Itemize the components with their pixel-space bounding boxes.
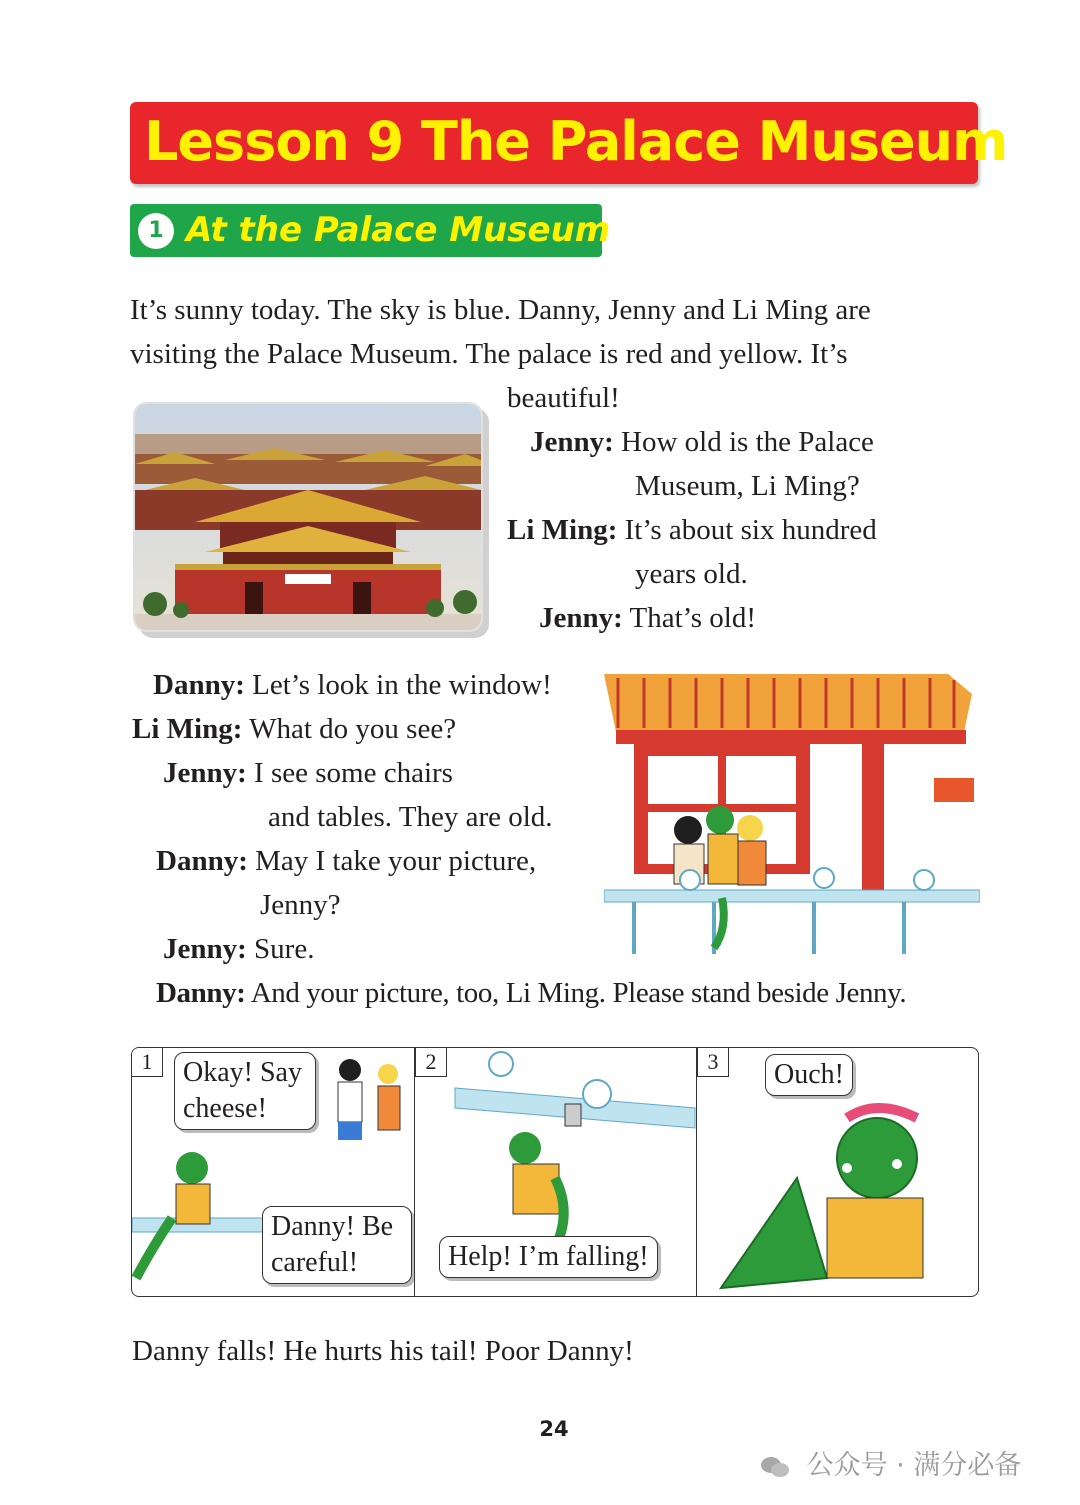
section-title: At the Palace Museum bbox=[186, 210, 611, 250]
bubble-line: Danny! Be bbox=[271, 1211, 394, 1242]
lesson-title-banner bbox=[130, 102, 1008, 184]
speech-bubble bbox=[262, 1206, 412, 1284]
speaker-name: Jenny: bbox=[530, 426, 614, 458]
panel-number: 1 bbox=[131, 1047, 163, 1077]
speech-bubble bbox=[174, 1052, 316, 1130]
dialogue-text: What do you see? bbox=[249, 713, 457, 745]
dialogue-1-line-1 bbox=[530, 420, 874, 464]
page-number: 24 bbox=[539, 1417, 569, 1441]
speech-bubble bbox=[439, 1236, 658, 1278]
speaker-name: Li Ming: bbox=[507, 514, 618, 546]
section-header bbox=[130, 204, 611, 257]
panel-number: 2 bbox=[415, 1047, 447, 1077]
dialogue-2-line-3 bbox=[163, 751, 453, 795]
speaker-name: Danny: bbox=[153, 669, 245, 701]
section-number: 1 bbox=[138, 213, 174, 249]
comic-strip bbox=[131, 1047, 979, 1297]
panel-number: 3 bbox=[697, 1047, 729, 1077]
comic-panel-2 bbox=[414, 1048, 697, 1296]
bubble-line: careful! bbox=[271, 1247, 359, 1278]
speaker-name: Danny: bbox=[156, 845, 248, 877]
speaker-name: Danny: bbox=[156, 977, 246, 1009]
dialogue-text: Let’s look in the window! bbox=[252, 669, 552, 701]
lesson-title: Lesson 9 The Palace Museum bbox=[144, 110, 1008, 173]
speaker-name: Jenny: bbox=[163, 933, 247, 965]
dialogue-2-line-4-cont: Jenny? bbox=[260, 889, 341, 921]
dialogue-text: I see some chairs bbox=[254, 757, 453, 789]
speaker-name: Jenny: bbox=[539, 602, 623, 634]
dialogue-text: Sure. bbox=[254, 933, 315, 965]
comic-panel-1 bbox=[132, 1048, 414, 1296]
palace-museum-photo bbox=[133, 402, 483, 632]
intro-line-1: It’s sunny today. The sky is blue. Danny, Jenny and Li Ming are bbox=[130, 294, 871, 326]
wechat-icon bbox=[760, 1455, 790, 1479]
speaker-name: Li Ming: bbox=[132, 713, 243, 745]
dialogue-1-line-2-cont: years old. bbox=[635, 558, 748, 590]
bubble-line: Okay! Say bbox=[183, 1057, 302, 1088]
dialogue-text: May I take your picture, bbox=[255, 845, 537, 877]
window-illustration bbox=[604, 668, 980, 958]
dialogue-2-line-4 bbox=[156, 839, 536, 883]
speech-bubble bbox=[765, 1054, 853, 1096]
intro-line-2: visiting the Palace Museum. The palace is red and yellow. It’s bbox=[130, 338, 848, 370]
dialogue-text: That’s old! bbox=[629, 602, 756, 634]
dialogue-2-line-2 bbox=[132, 707, 456, 751]
bubble-line: Ouch! bbox=[774, 1059, 844, 1090]
dialogue-1-line-3 bbox=[539, 596, 756, 640]
dialogue-2-line-1 bbox=[153, 663, 552, 707]
intro-line-3: beautiful! bbox=[507, 382, 620, 414]
dialogue-2-line-6 bbox=[156, 971, 906, 1015]
comic-panel-3 bbox=[696, 1048, 979, 1296]
dialogue-2-line-3-cont: and tables. They are old. bbox=[268, 801, 553, 833]
dialogue-1-line-1-cont: Museum, Li Ming? bbox=[635, 470, 860, 502]
bubble-line: Help! I’m falling! bbox=[448, 1241, 649, 1272]
dialogue-text: How old is the Palace bbox=[621, 426, 874, 458]
dialogue-1-line-2 bbox=[507, 508, 877, 552]
watermark bbox=[760, 1443, 1021, 1482]
bubble-line: cheese! bbox=[183, 1093, 267, 1124]
conclusion-text: Danny falls! He hurts his tail! Poor Danny! bbox=[132, 1335, 634, 1367]
dialogue-text: It’s about six hundred bbox=[624, 514, 877, 546]
dialogue-text: And your picture, too, Li Ming. Please stand beside Jenny. bbox=[250, 977, 907, 1009]
watermark-text: 公众号 · 满分必备 bbox=[806, 1450, 1022, 1481]
dialogue-2-line-5 bbox=[163, 927, 314, 971]
palace-photo-image bbox=[135, 404, 481, 630]
children-at-window-image bbox=[604, 668, 980, 958]
speaker-name: Jenny: bbox=[163, 757, 247, 789]
